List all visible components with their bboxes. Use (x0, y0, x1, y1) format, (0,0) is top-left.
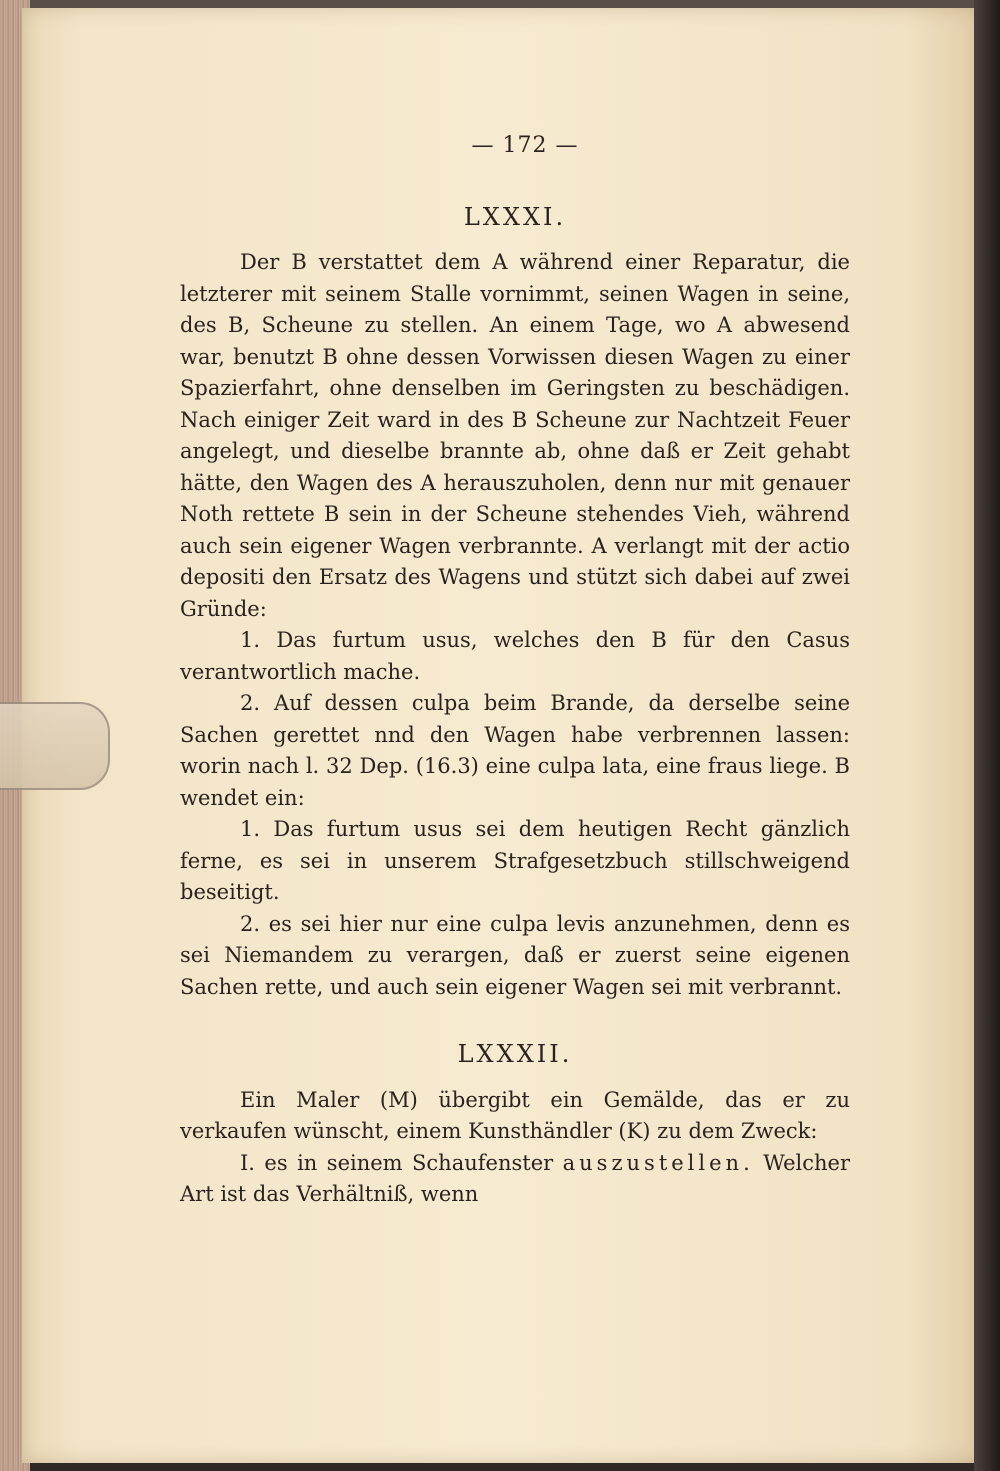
paragraph: 1. Das furtum usus, welches den B für den Casus verantwortlich mache. (180, 628, 850, 684)
item-text: I. es in seinem Schaufenster (240, 1150, 554, 1175)
item-text: Welcher Art ist das Verhältniß, wenn (180, 1150, 850, 1206)
paragraph: 2. es sei hier nur eine culpa levis anzunehmen, denn es sei Niemandem zu verargen, daß er zuerst seine eigenen Sachen rette, und auch sein eigener Wagen sei mit verbrannt. (180, 911, 850, 999)
book-spine (974, 0, 1000, 1471)
bookmark-tab (0, 702, 110, 790)
paragraph: Ein Maler (M) übergibt ein Gemälde, das er zu verkaufen wünscht, einem Kunsthändler (K) zu dem Zweck: (180, 1087, 850, 1143)
paragraph: 2. Auf dessen culpa beim Brande, da derselbe seine Sachen gerettet nnd den Wagen habe verbrennen lassen: worin nach l. 32 Dep. (16.3) eine culpa lata, eine fraus liege. B wendet ein: (180, 691, 850, 810)
paragraph: Der B verstattet dem A während einer Reparatur, die letzterer mit seinem Stalle vornimmt, seinen Wagen in seine, des B, Scheune zu stellen. An einem Tage, wo A abwesend war, benutzt B ohne dessen Vorwissen diesen Wagen zu einer Spazierfahrt, ohne denselben im Geringsten zu beschädigen. Nach einiger Zeit ward in des B Scheune zur Nachtzeit Feuer angelegt, und dieselbe brannte ab, ohne daß er Zeit gehabt hätte, den Wagen des A herauszuholen, denn nur mit genauer Noth rettete B sein in der Scheune stehendes Vieh, während auch sein eigener Wagen verbrannte. A verlangt mit der actio depositi den Ersatz des Wagens und stützt sich dabei auf zwei Gründe: (180, 250, 850, 621)
page-number: — 172 — (471, 133, 579, 158)
page-text (180, 130, 850, 1211)
paragraph: 1. Das furtum usus sei dem heutigen Recht gänzlich ferne, es sei in unserem Strafgesetzbuch stillschweigend beseitigt. (180, 817, 850, 904)
section-heading: LXXXI. (463, 202, 567, 231)
paragraph (180, 1148, 850, 1211)
spaced-word: auszustellen. (562, 1150, 754, 1175)
section-heading: LXXXII. (457, 1040, 573, 1068)
